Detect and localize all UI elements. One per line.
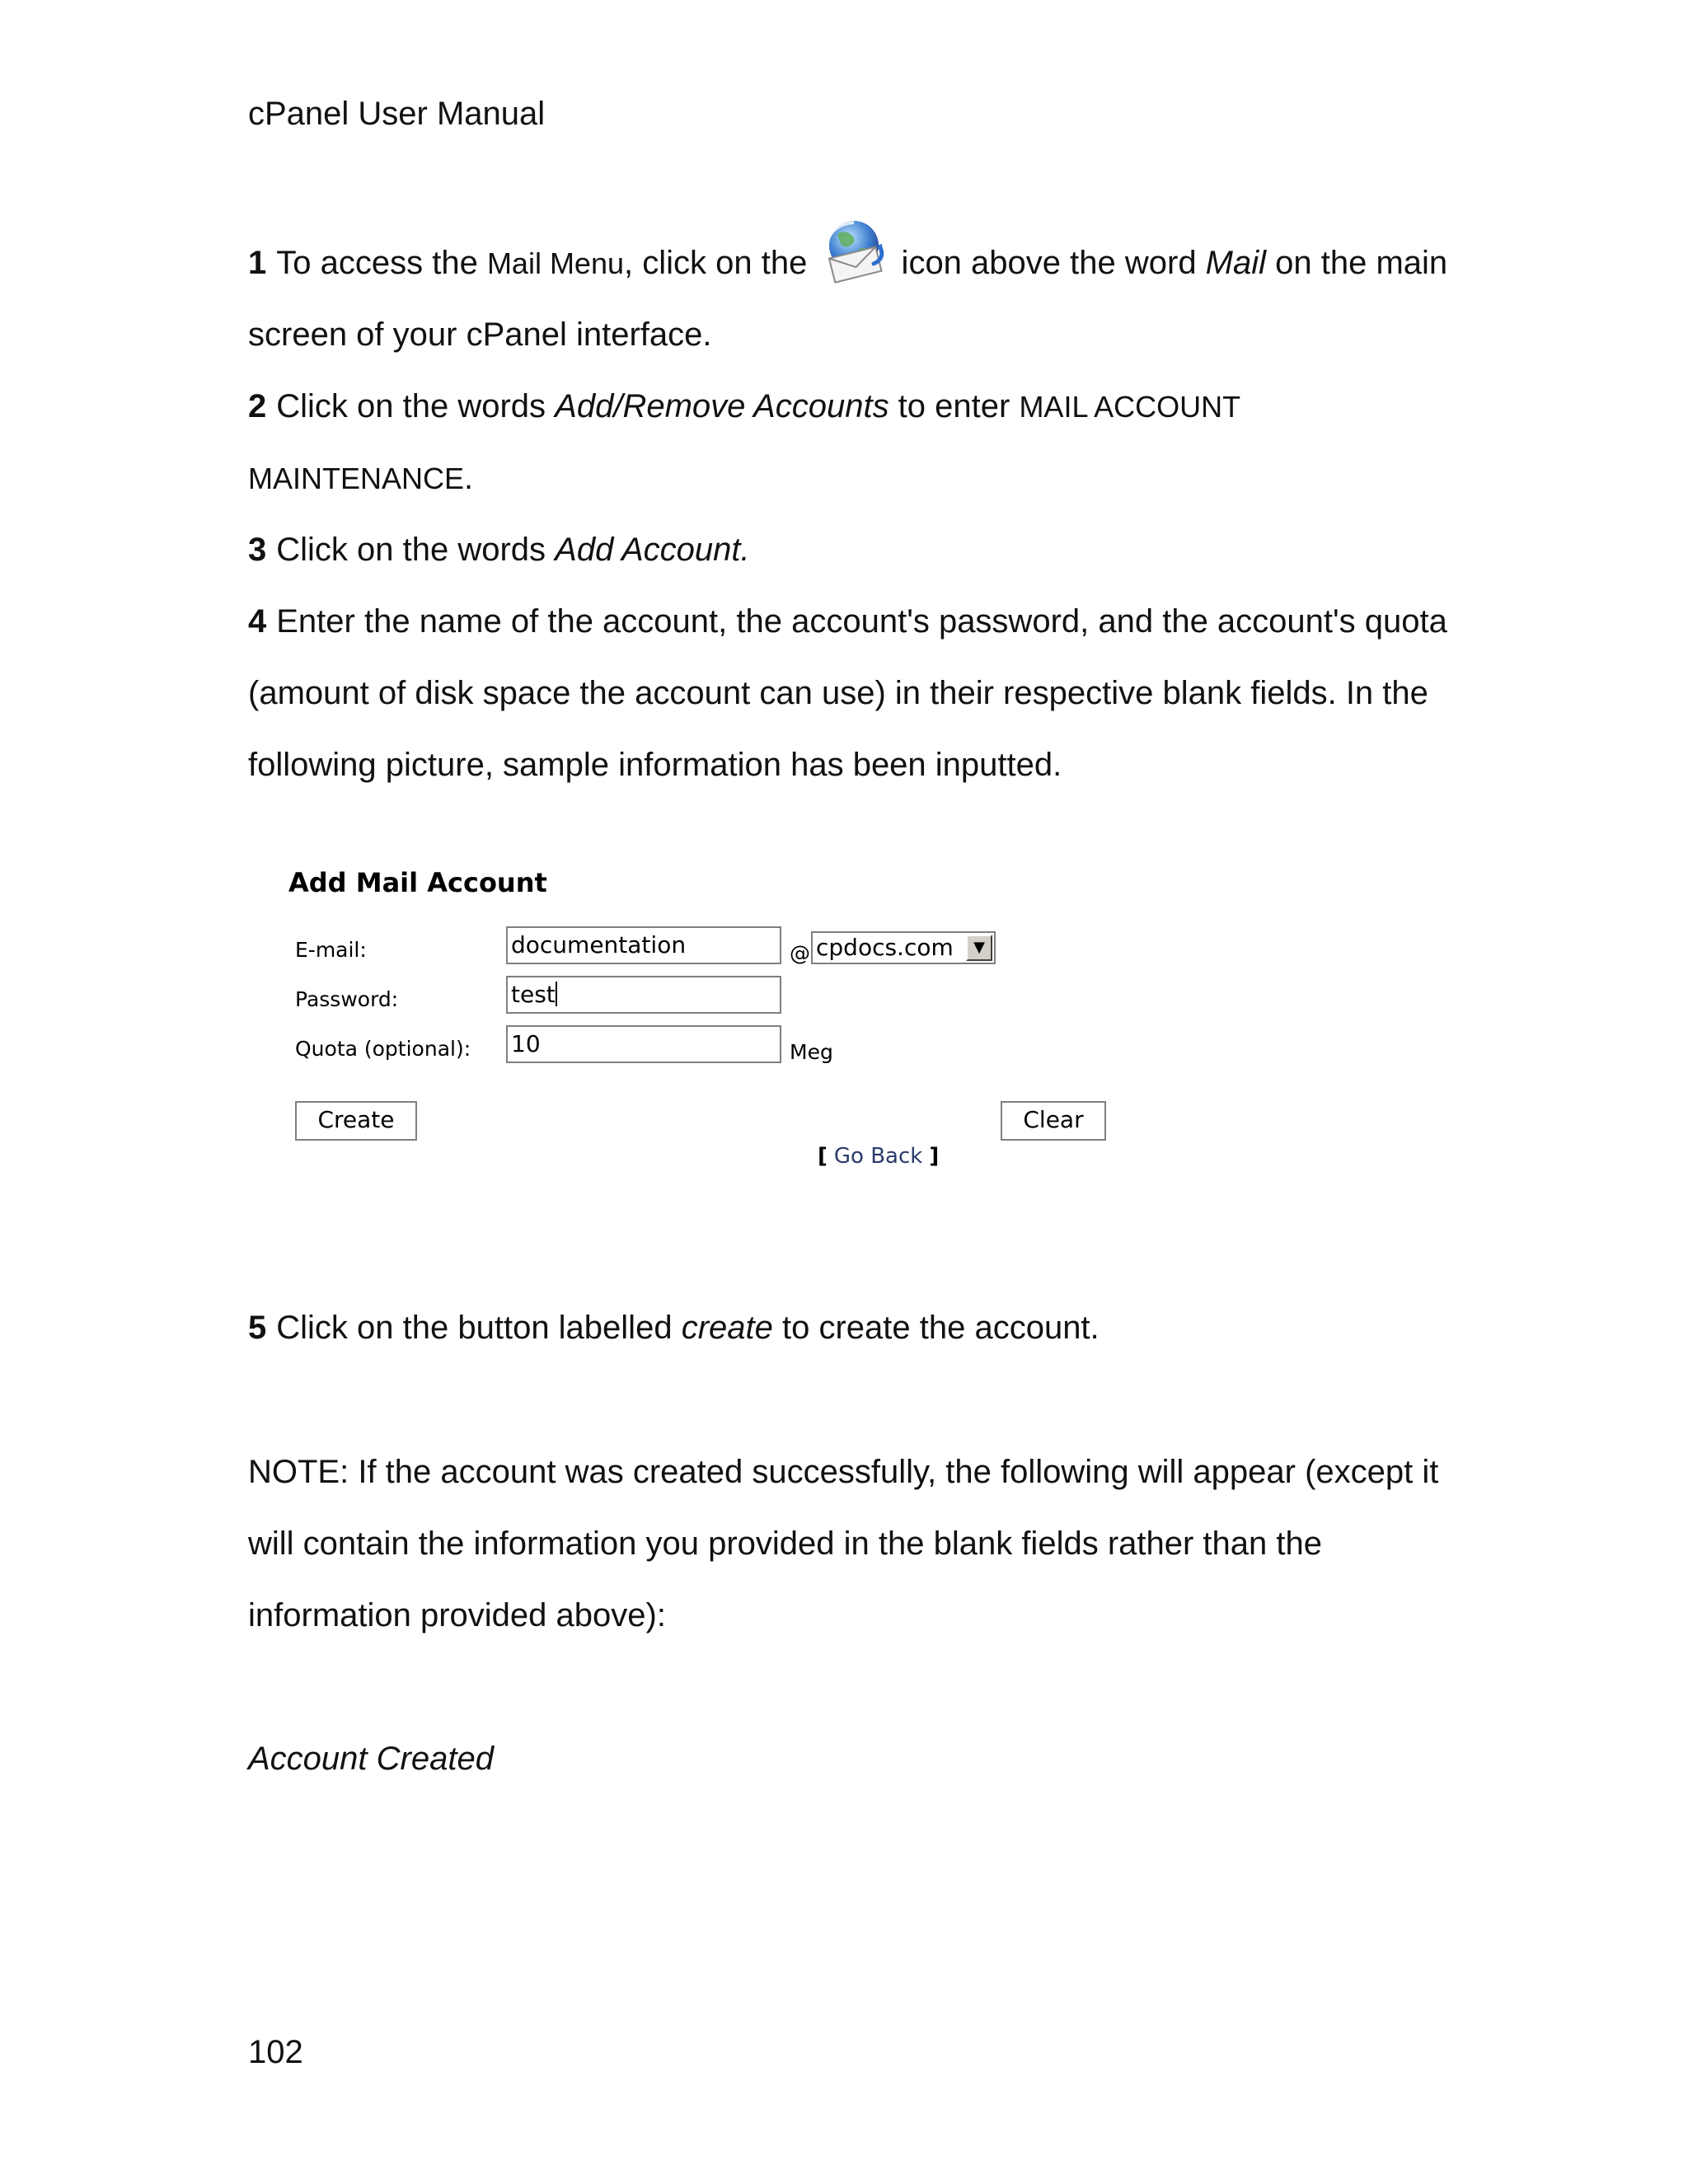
go-back-bracket-open: [ [818,1144,828,1169]
result-block [248,1723,1468,1795]
note-text: NOTE: If the account was created successfully, the following will appear (except it will contain the information you provided in the blank fields rather than the information provided above): [248,1454,1439,1633]
form-title: Add Mail Account [288,867,547,898]
step-number: 2 [248,388,267,424]
steps-1-4 [248,216,1468,801]
email-label: E-mail: [295,938,367,962]
password-value: test [511,981,556,1008]
mail-envelope-icon [819,216,889,285]
step-5-block [248,1292,1468,1364]
page-header: cPanel User Manual [248,96,546,132]
email-field[interactable]: documentation [506,926,781,964]
add-account-term: Add Account. [555,532,750,568]
password-label: Password: [295,987,399,1011]
quota-label: Quota (optional): [295,1037,471,1061]
step-text: . [464,460,474,496]
step-number: 1 [248,245,267,281]
domain-select[interactable] [811,931,996,964]
account-created-heading: Account Created [248,1741,494,1777]
mail-menu-term: Mail Menu [486,246,624,280]
text-caret [556,982,557,1006]
step-text: Click on the words [276,532,556,568]
go-back-link[interactable]: Go Back [833,1144,923,1169]
go-back [818,1144,939,1169]
step-text: Click on the words [276,388,556,424]
step-number: 5 [248,1310,267,1346]
step-3 [248,514,1468,586]
step-4 [248,586,1468,801]
step-number: 3 [248,532,267,568]
create-term: create [681,1310,773,1346]
add-remove-accounts-term: Add/Remove Accounts [555,388,889,424]
step-text: Click on the button labelled [276,1310,682,1346]
quota-unit: Meg [790,1040,833,1064]
step-text: to enter [889,388,1020,424]
step-text: To access the [276,245,487,281]
domain-select-value: cpdocs.com [816,934,954,961]
step-5 [248,1292,1468,1364]
step-number: 4 [248,603,267,640]
at-sign: @ [790,941,810,965]
mail-account-maintenance-term: MAIL ACCOUNT MAINTENANCE [248,390,1240,495]
quota-field[interactable]: 10 [506,1025,781,1063]
go-back-bracket-close: ] [929,1144,940,1169]
step-text: to create the account. [772,1310,1100,1346]
chevron-down-icon[interactable]: ▼ [966,935,992,961]
step-text: on the main screen of your cPanel interface. [248,245,1448,353]
step-1 [248,216,1468,371]
page-number: 102 [248,2034,303,2070]
step-text: , click on the [624,245,817,281]
add-mail-account-form [287,857,1128,1195]
step-text: Enter the name of the account, the account's password, and the account's quota (amount of disk space the account can use) in their respective blank fields. In the following picture, sample information has been inputted. [248,603,1447,783]
note-block [248,1436,1468,1652]
step-2 [248,371,1468,514]
create-button[interactable]: Create [295,1101,417,1141]
mail-term: Mail [1205,245,1267,281]
step-text: icon above the word [892,245,1206,281]
password-field[interactable] [506,976,781,1014]
clear-button[interactable]: Clear [1001,1101,1106,1141]
